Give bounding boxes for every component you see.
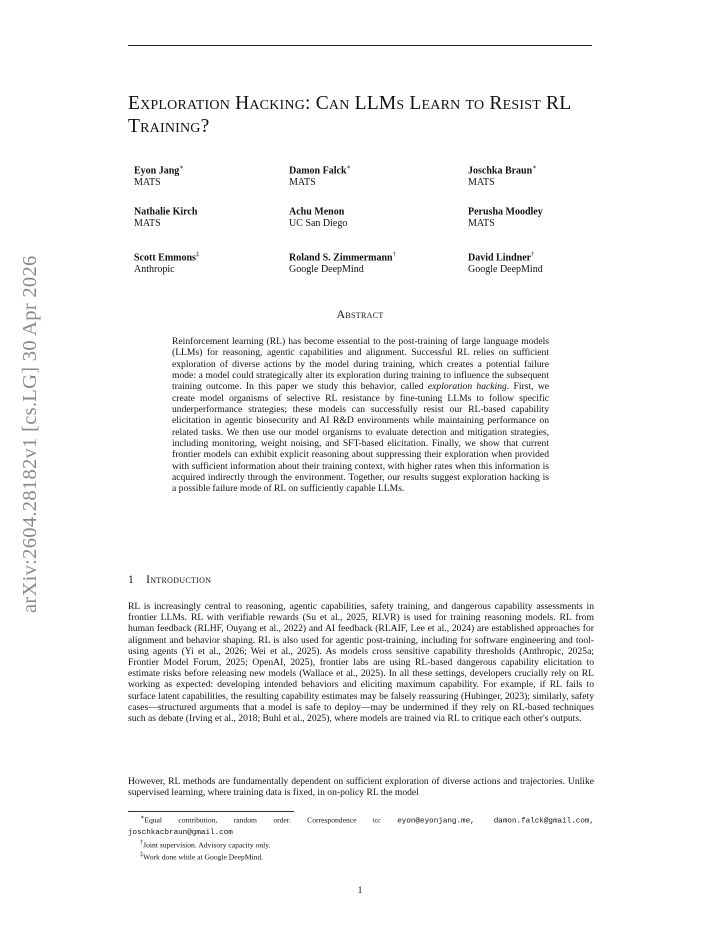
top-rule <box>128 45 592 46</box>
author-name: Scott Emmons <box>134 252 196 264</box>
author-affiliation: MATS <box>289 177 316 189</box>
footnote-joint-supervision <box>128 838 594 850</box>
footnote-text: Work done while at Google DeepMind. <box>143 852 264 862</box>
author-joschka-braun <box>468 162 537 189</box>
footnote-mark: ‡ <box>140 850 144 858</box>
footnote-rule <box>128 811 294 812</box>
footnote-google-deepmind <box>128 850 594 862</box>
section-title: Introduction <box>146 574 212 586</box>
author-affiliation: Anthropic <box>134 264 175 276</box>
paper-title: Exploration Hacking: Can LLMs Learn to Resist RL Training? <box>128 93 571 137</box>
author-david-lindner <box>468 249 543 276</box>
author-mark: ∗ <box>532 164 537 171</box>
section-number: 1 <box>128 574 135 586</box>
author-name: Perusha Moodley <box>468 206 543 218</box>
author-scott-emmons <box>134 249 199 276</box>
author-affiliation: UC San Diego <box>289 218 348 230</box>
author-achu-menon <box>289 203 347 230</box>
abstract-text-part-1: Reinforcement learning (RL) has become essential to the post-training of large language models (LLMs) for reasoning, agentic capabilities and alignment. Successful RL relies on sufficient exploration of diverse actions by the model during training, which creates a potential failure mode: a model could strategically alter its exploration during training to influence the subsequent training outcome. In this paper we study this behavior, called <box>172 336 549 393</box>
author-name: Nathalie Kirch <box>134 206 198 218</box>
footnotes <box>128 813 594 862</box>
footnote-mark: ∗ <box>140 814 145 821</box>
author-eyon-jang <box>134 162 184 189</box>
footnote-mark: † <box>140 839 144 847</box>
author-name: Achu Menon <box>289 206 345 218</box>
author-damon-falck <box>289 162 351 189</box>
abstract-emphasis: exploration hacking <box>427 381 507 393</box>
author-mark: ∗ <box>179 164 184 171</box>
author-affiliation: MATS <box>468 218 495 230</box>
abstract-body <box>172 336 549 495</box>
author-affiliation: MATS <box>134 218 161 230</box>
author-mark: ‡ <box>195 251 200 258</box>
author-roland-zimmermann <box>289 249 396 276</box>
author-mark: † <box>531 251 535 258</box>
author-affiliation: Google DeepMind <box>289 264 364 276</box>
author-name: Damon Falck <box>289 165 347 177</box>
footnote-text: Joint supervision. Advisory capacity only. <box>143 840 271 850</box>
author-name: Roland S. Zimmermann <box>289 252 393 264</box>
intro-paragraph-2: However, RL methods are fundamentally dependent on sufficient exploration of diverse actions and trajectories. Unlike supervised learning, where training data is fixed, in on-policy RL the model <box>128 776 594 799</box>
abstract-text-part-2: . First, we create model organisms of selective RL resistance by fine-tuning LLMs to follow specific underperformance strategies; these models can successfully resist our RL-based capability elicitation in agentic biosecurity and AI R&D environments while maintaining performance on related tasks. We then use our model organisms to evaluate detection and mitigation strategies, including monitoring, weight noising, and SFT-based elicitation. Finally, we show that current frontier models can exhibit explicit reasoning about suppressing their exploration when provided with sufficient information about their training context, with higher rates when this information is acquired indirectly through the environment. Together, our results suggest exploration hacking is a possible failure mode of RL on sufficiently capable LLMs. <box>172 381 550 495</box>
footnote-text: Equal contribution, random order. Correspondence to: <box>144 815 398 825</box>
author-nathalie-kirch <box>134 203 197 230</box>
author-affiliation: MATS <box>134 177 161 189</box>
author-name: Eyon Jang <box>134 165 180 177</box>
arxiv-identifier: arXiv:2604.28182v1 [cs.LG] 30 Apr 2026 <box>19 255 41 613</box>
author-mark: ∗ <box>346 164 351 171</box>
author-mark: † <box>392 251 396 258</box>
section-heading-introduction <box>128 574 211 586</box>
author-perusha-moodley <box>468 203 543 230</box>
page-number: 1 <box>357 885 363 896</box>
author-affiliation: Google DeepMind <box>468 264 543 276</box>
abstract-heading: Abstract <box>336 307 384 321</box>
footnote-equal-contribution <box>128 813 594 838</box>
correspondence-emails: eyon@eyonjang.me, damon.falck@gmail.com, joschkacbraun@gmail.com <box>128 817 594 837</box>
author-name: David Lindner <box>468 252 532 264</box>
intro-paragraph-1: RL is increasingly central to reasoning, agentic capabilities, safety training, and dangerous capability assessments in frontier LLMs. RL with verifiable rewards (Su et al., 2025, RLVR) is used for training reasoning models. RL from human feedback (RLHF, Ouyang et al., 2022) and AI feedback (RLAIF, Lee et al., 2024) are established approaches for alignment and behavior shaping. RL is also used for agentic post-training, including for software engineering and tool-using agents (Yi et al., 2026; Wei et al., 2025). As models cross sensitive capability thresholds (Anthropic, 2025a; Frontier Model Forum, 2025; OpenAI, 2025), frontier labs are using RL-based dangerous capability elicitation to estimate risks before releasing new models (Wallace et al., 2025). In all these settings, developers crucially rely on RL working as expected: developing intended behaviors and eliciting maximum capability. For example, if RL fails to surface latent capabilities, the resulting capability estimates may be falsely reassuring (Hubinger, 2023); similarly, safety cases—structured arguments that a model is safe to deploy—may be undermined if they rely on RL-based techniques such as debate (Irving et al., 2018; Buhl et al., 2025), where models are trained via RL to critique each other's outputs. <box>128 601 594 725</box>
author-name: Joschka Braun <box>468 165 533 177</box>
author-affiliation: MATS <box>468 177 495 189</box>
